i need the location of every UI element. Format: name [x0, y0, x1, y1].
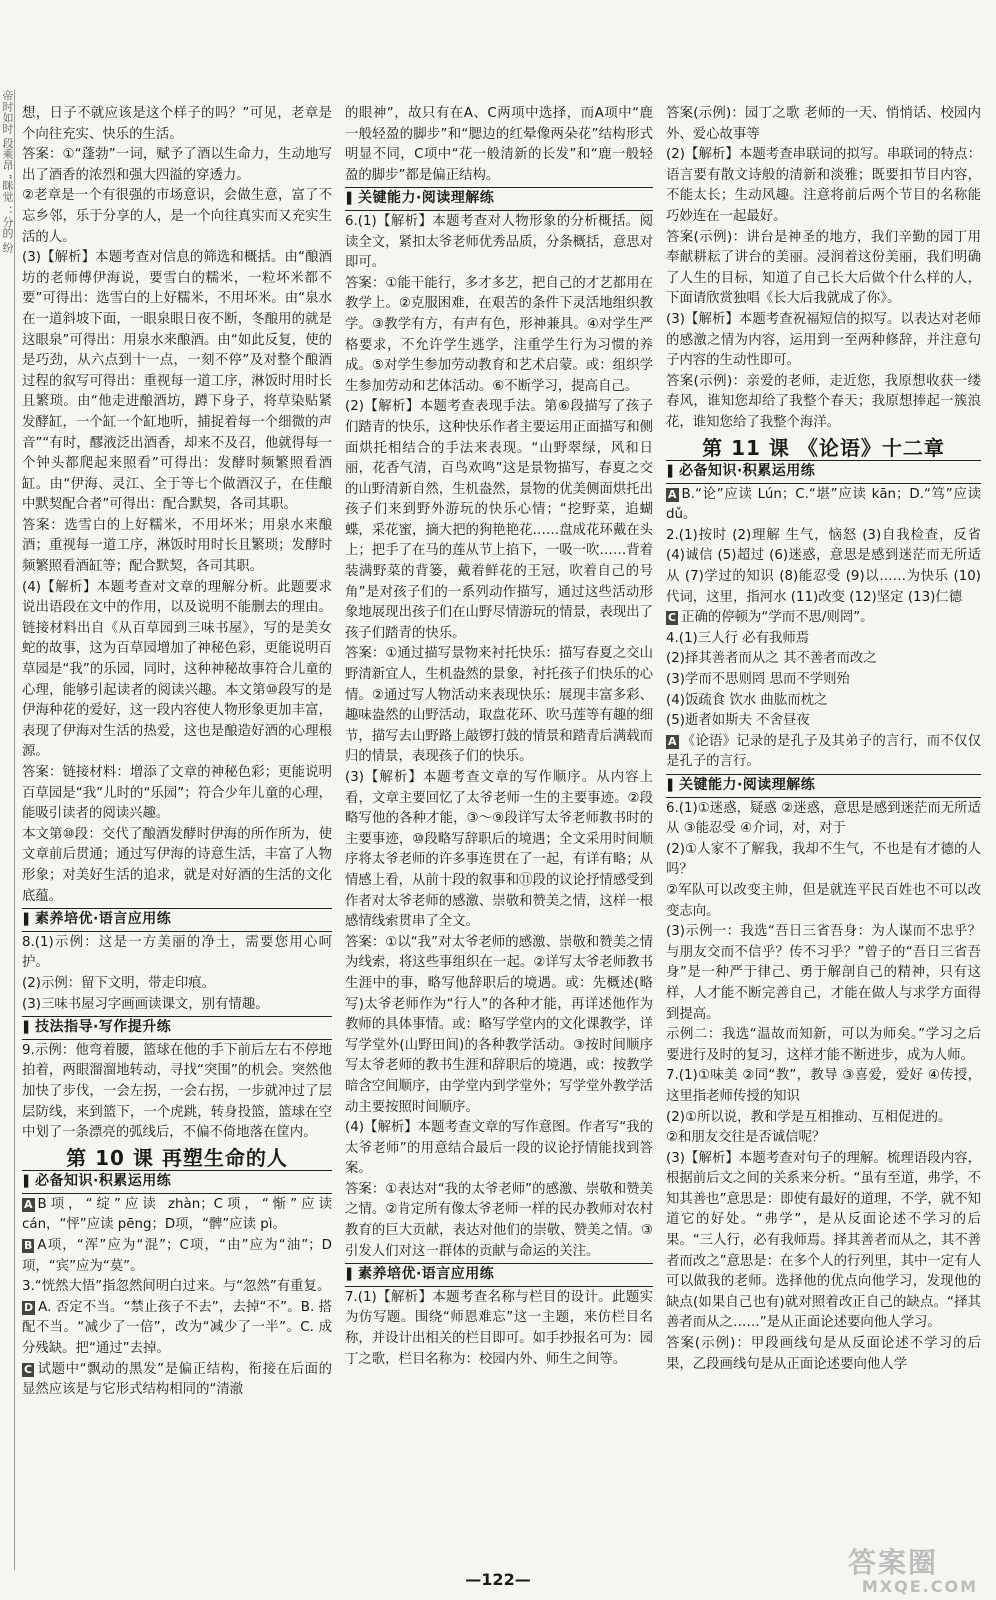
answer-tag: B	[24, 1239, 33, 1253]
item-text: 3.“恍然大悟”指忽然间明白过来。与“忽然”有重复。	[22, 1279, 331, 1295]
paragraph: 本文第⑩段：交代了酿酒发酵时伊海的所作所为，使文章前后贯通；通过写伊海的诗意生活，丰富了人物形象；对美好生活的追求，就是对好酒的生活的文化底蕴。	[22, 826, 332, 904]
paragraph: 答案：①能干能行，多才多艺，把自己的才艺都用在教学上。②克服困难，在艰苦的条件下灵活地组织教学。③教学有方，有声有色，形神兼具。④对学生严格要求，不允许学生逃学，注重学生行为习惯的养成。⑤对学生参加劳动教育和艺术启蒙。或：组织学生参加劳动和艺体活动。⑥不断学习，提高自己。	[345, 275, 653, 394]
answer-tag: A	[668, 734, 677, 748]
list-item	[666, 670, 981, 691]
paragraph: (3)示例一：我选“吾日三省吾身：为人谋而不忠乎？与朋友交而不信乎？传不习乎？”曾子的“吾日三省吾身”是一种严于律己、勇于解剖自己的精神，只有这样，人才能不断完善自己，才能在做人与求学方面得到提高。	[666, 924, 981, 1022]
paragraph: (3)【解析】本题考查文章的写作顺序。从内容上看，文章主要回忆了太爷老师一生的主要事迹。②段略写他的各种才能，③～⑨段详写太爷老师教书时的主要事迹，⑩段略写辞职后的境遇；全文采用时间顺序将太爷老师的许多事连贯在了一起，有详有略；从情感上看，从前十段的叙事和⑪段的议论抒情感受到作者对太爷老师的感激、崇敬和赞美之情，这样一根感情线索贯串了全文。	[345, 770, 653, 930]
paragraph: 答案：选雪白的上好糯米，不用坏米；用泉水来酿酒；重视每一道工序，淋饭时用时长且繁琐；发酵时频繁照看酒缸等；配合默契，各司其职。	[22, 517, 332, 575]
list-item	[666, 526, 981, 608]
list-item	[22, 1277, 332, 1298]
answer-tag: D	[24, 1300, 34, 1314]
list-item	[666, 691, 981, 712]
paragraph: 6.(1)①迷惑，疑惑 ②迷惑，意思是感到迷茫而无所适从 ③能忍受 ④介词，对，对于	[666, 800, 981, 837]
paragraph: (2)①所以说，教和学是互相推动、互相促进的。	[666, 1109, 952, 1125]
column-right	[666, 104, 981, 1559]
list-item	[22, 1236, 332, 1277]
paragraph: 答案：①通过描写景物来衬托快乐：描写春夏之交山野清新宜人，生机盎然的景象，衬托孩子们快乐的心情。②通过写人物活动来表现快乐：展现丰富多彩、趣味盎然的山野活动，取盘花环、吹马莲等有趣的细节，描写去山野路上敲锣打鼓的情景和踏青后满载而归的情景，表现孩子们的快乐。	[345, 646, 653, 765]
section-heading: ▌ 关键能力·阅读理解练	[666, 774, 981, 798]
paragraph: (4)【解析】本题考查文章的写作意图。作者写“我的太爷老师”的用意结合最后一段的议论抒情能找到答案。	[345, 1120, 653, 1177]
item-text: (3)学而不思则罔 思而不学则殆	[666, 672, 850, 688]
lesson-title: 第 10 课 再塑生命的人	[66, 1145, 288, 1170]
answer-tag: A	[668, 487, 677, 501]
answer-tag: A	[24, 1197, 33, 1211]
answer-tag: C	[668, 611, 677, 625]
paragraph: 答案：链接材料：增添了文章的神秘色彩；更能说明百草园是“我”儿时的“乐园”；符合少年儿童的心理，能吸引读者的阅读兴趣。	[22, 765, 332, 822]
item-text: (5)逝者如斯夫 不舍昼夜	[666, 713, 810, 729]
paragraph: 答案：①“蓬勃”一词，赋予了酒以生命力，生动地写出了酒香的浓烈和强大四溢的穿透力。	[22, 147, 332, 183]
paragraph: (2)【解析】本题考查串联词的拟写。串联词的特点：语言要有散文诗般的清新和淡雅；既要扣节目内容，不能太长；生动风趣。注意将前后两个节目的名称能巧妙连在一起最好。	[666, 147, 981, 224]
list-item	[666, 732, 981, 773]
list-item	[22, 1360, 332, 1401]
item-text: (4)饭疏食 饮水 曲肱而枕之	[666, 692, 828, 708]
paragraph: 的眼神”，故只有在A、C两项中选择，而A项中“鹿一般轻盈的脚步”和“腮边的红晕像两朵花”结构形式明显不同，C项中“花一般清新的长发”和“鹿一般轻盈的脚步”都是偏正结构。	[345, 106, 653, 183]
section-heading: ▌ 必备知识·积累运用练	[666, 460, 981, 484]
list-item	[666, 485, 981, 526]
paragraph: 6.(1)【解析】本题考查对人物形象的分析概括。阅读全文，紧扣太爷老师优秀品质，分条概括，意思对即可。	[345, 213, 653, 271]
paragraph: (3)三味书屋习字画画读课文，别有情趣。	[22, 996, 269, 1012]
item-text: A项，“浑”应为“混”；C项，“由”应为“油”；D项，“宾”应为“莫”。	[22, 1238, 332, 1274]
item-text: (2)择其善者而从之 其不善者而改之	[666, 651, 877, 667]
paragraph: 答案：①表达对“我的太爷老师”的感激、崇敬和赞美之情。②肯定所有像太爷老师一样的民办教师对农村教育的巨大贡献，表达对他们的崇敬、赞美之情。③引发人们对这一群体的贡献与命运的关注。	[345, 1181, 653, 1259]
list-item	[666, 711, 981, 732]
paragraph: ②军队可以改变主帅，但是就连平民百姓也不可以改变志向。	[666, 882, 981, 919]
column-middle	[345, 104, 653, 1559]
paragraph: 答案(示例)：园丁之歌 老师的一天、悄悄话、校园内外、爱心故事等	[666, 106, 981, 142]
item-text: 试题中“飘动的黑发”是偏正结构，衔接在后面的显然应该是与它形式结构相同的“清澈	[22, 1361, 332, 1398]
paragraph: 答案(示例)：亲爱的老师，走近您，我原想收获一缕春风，谁知您却给了我整个春天；我原想捧起一簇浪花，谁知您给了我整个海洋。	[666, 373, 981, 430]
section-heading: ▌ 素养培优·语言应用练	[22, 908, 332, 932]
section-heading: ▌ 关键能力·阅读理解练	[345, 187, 653, 211]
item-text: 2.(1)按时 (2)理解 生气，恼怒 (3)自我检查，反省 (4)诚信 (5)超过 (6)迷惑，意思是感到迷茫而无所适从 (7)学过的知识 (8)能忍受 (9)以……为快乐 (10)代词，这里，指河水 (11)改变 (12)坚定 (13)仁德	[666, 527, 981, 605]
paragraph: (2)①人家不了解我，我却不生气，不也是有才德的人吗？	[666, 841, 981, 878]
watermark-url: MXQE.COM	[861, 1577, 978, 1596]
paragraph: 9.示例：他弯着腰，篮球在他的手下前后左右不停地拍着，两眼溜溜地转动，寻找“突围”的机会。突然他加快了步伐，一会左拐，一会右拐，一步就冲过了层层防线，来到篮下，一个虎跳，转身投篮，篮球在空中划了一条漂亮的弧线后，不偏不倚地落在筐内。	[22, 1042, 332, 1141]
paragraph: 答案(示例)：讲台是神圣的地方，我们辛勤的园丁用奉献耕耘了讲台的美丽。浸润着这份美丽，我们明确了人生的目标，知道了自己长大后做个什么样的人，下面请欣赏独唱《长大后我就成了你》。	[666, 229, 981, 307]
paragraph: ②和朋友交往是否诚信呢？	[666, 1130, 826, 1146]
paragraph: (3)【解析】本题考查祝福短信的拟写。以表达对老师的感激之情为内容，运用到一至两种修辞，并注意句子内容的生动性即可。	[666, 311, 981, 369]
lesson-title: 第 11 课 《论语》十二章	[702, 435, 945, 460]
answer-tag: C	[24, 1362, 33, 1376]
item-text: B项，“绽”应读 zhàn；C项，“惭”应读 cán，“怦”应读 pēng；D项，“髀”应读 pì。	[22, 1196, 332, 1233]
paragraph: 7.(1)【解析】本题考查名称与栏目的设计。此题实为仿写题。围绕“师恩难忘”这一主题，来仿栏目名称，并设计出相关的栏目即可。如手抄报名可为：园丁之歌，栏目名称为：校园内外、师生之间等。	[345, 1289, 653, 1367]
margin-strip	[0, 90, 15, 1570]
paragraph: (3)【解析】本题考查对信息的筛选和概括。由“酿酒坊的老师傅伊海说，要雪白的糯米，一粒坏米都不要”可得出：选雪白的上好糯米，不用坏米。由“泉水在一道斜坡下面，一眼泉眼日夜不断，冬酿用的就是这眼泉”可得出：用泉水来酿酒。由“如此反复，使的是巧劲，从六点到十一点，一刻不停”及对整个酿酒过程的叙写可得出：重视每一道工序，淋饭时用时长且繁琐。由“他走进酿酒坊，蹲下身子，将草染贴紧发酵缸，一个缸一个缸地听，捕捉着每一个细微的声音”“有时，醪液泛出酒香，却来不及召，他就得每一个钟头都爬起来照看”可得出：发酵时频繁照看酒缸。由“伊海、灵江、全于等七个做酒汉子，在佳酿中默契配合者”可得出：配合默契，各司其职。	[22, 250, 332, 513]
watermark-title: 答案圈	[848, 1546, 939, 1579]
paragraph: (4)【解析】本题考查对文章的理解分析。此题要求说出语段在文中的作用，以及说明不能删去的理由。链接材料出自《从百草园到三味书屋》，写的是美女蛇的故事，这为百草园增加了神秘色彩，更能说明百草园是“我”的乐园，同时，这种神秘故事符合儿童的心理，能够引起读者的阅读兴趣。本文第⑩段写的是伊海种花的爱好，这一段内容使人物形象更加丰富，表现了伊海对生活的热爱，这也是酿造好酒的心理根源。	[22, 579, 332, 760]
item-text: 《论语》记录的是孔子及其弟子的言行，而不仅仅是孔子的言行。	[666, 733, 981, 770]
watermark	[848, 1548, 978, 1596]
list-item	[666, 608, 981, 629]
section-heading: ▌ 素养培优·语言应用练	[345, 1263, 653, 1287]
list-item	[666, 649, 981, 670]
margin-note: 帝时如时 段乘昂 “眯觉 ：分的 纷	[1, 90, 14, 253]
section-heading: ▌ 技法指导·写作提升练	[22, 1016, 332, 1040]
column-left	[22, 104, 332, 1559]
paragraph: (3)【解析】本题考查对句子的理解。梳理语段内容，根据前后文之间的关系来分析。“虽有至道，弗学，不知其善也”意思是：即使有最好的道理，不学，就不知道它的好处。“弗学”，是从反面论述不学习的后果。“三人行，必有我师焉。择其善者而从之，其不善者而改之”意思是：在多个人的行列里，其中一定有人可以做我的老师。选择他的优点向他学习，发现他的缺点(如果自己也有)就对照着改正自己的缺点。“择其善者而从之……”是从正面论述要向他人学习。	[666, 1150, 981, 1331]
list-item	[22, 1195, 332, 1236]
paragraph: 答案(示例)：甲段画线句是从反面论述不学习的后果，乙段画线句是从正面论述要向他人学	[666, 1336, 981, 1372]
paragraph: (2)示例：留下文明，带走印痕。	[22, 975, 216, 991]
paragraph: ②老章是一个有很强的市场意识，会做生意，富了不忘乡邻，乐于分享的人，是一个向往真实而又充实生活的人。	[22, 188, 332, 245]
list-item	[22, 1298, 332, 1360]
paragraph: 答案：①以“我”对太爷老师的感激、崇敬和赞美之情为线索，将这些事组织在一起。②详写太爷老师教书生涯中的事，略写他辞职后的境遇。或：先概述(略写)太爷老师作为“行人”的各种才能，再详述他作为教师的具体事情。或：略写学堂内的文化课教学，详写学堂外(山野田间)的各种教学活动。③按时间顺序写太爷老师的教书生涯和辞职后的境遇，或：按教学暗含空间顺序，由学堂内到学堂外；写学堂外教学活动主要按照时间顺序。	[345, 934, 653, 1115]
item-text: B.“论”应读 Lún；C.“堪”应读 kān；D.“笃”应读 dǔ。	[666, 486, 981, 523]
item-text: A. 否定不当。“禁止孩子不去”，去掉“不”。B. 搭配不当。“减少了一倍”，改为“减少了一半”。C. 成分残缺。把“通过”去掉。	[22, 1299, 332, 1357]
paragraph: 想，日子不就应该是这个样子的吗？”可见，老章是个向往充实、快乐的生活。	[22, 106, 332, 142]
item-text: 正确的停顿为“学而不思/则罔”。	[681, 610, 874, 626]
paragraph: 8.(1)示例：这是一方美丽的净土，需要您用心呵护。	[22, 934, 332, 971]
paragraph: 示例二：我选“温故而知新，可以为师矣。”学习之后要进行及时的复习，这样才能不断进步，成为人师。	[666, 1027, 981, 1063]
list-item	[666, 629, 981, 650]
section-heading: ▌ 必备知识·积累运用练	[22, 1170, 332, 1194]
item-text: 4.(1)三人行 必有我师焉	[666, 630, 810, 646]
page-number: —122—	[465, 1570, 531, 1589]
paragraph: (2)【解析】本题考查表现手法。第⑥段描写了孩子们踏青的快乐，这种快乐作者主要运用正面描写和侧面烘托相结合的手法来表现。“山野翠绿，风和日丽，花香气清，百鸟欢鸣”这是景物描写，春夏之交的山野清新自然，生机盎然，景物的优美侧面烘托出孩子们来到野外游玩的快乐心情；“挖野菜，追蝴蝶，采花蜜，摘大把的狗艳艳花……盘成花环戴在头上；把手了在马的莲从节上掐下，一吸一吹……背着装满野菜的背篓，戴着鲜花的王冠，吹着自己的号角”是对孩子们的一系列动作描写，通过这些活动形象地展现出孩子们在山野尽情游玩的情景，表现出了孩子们踏青的快乐。	[345, 399, 653, 641]
paragraph: 7.(1)①味美 ②同“教”，教导 ③喜爱，爱好 ④传授，这里指老师传授的知识	[666, 1068, 981, 1104]
